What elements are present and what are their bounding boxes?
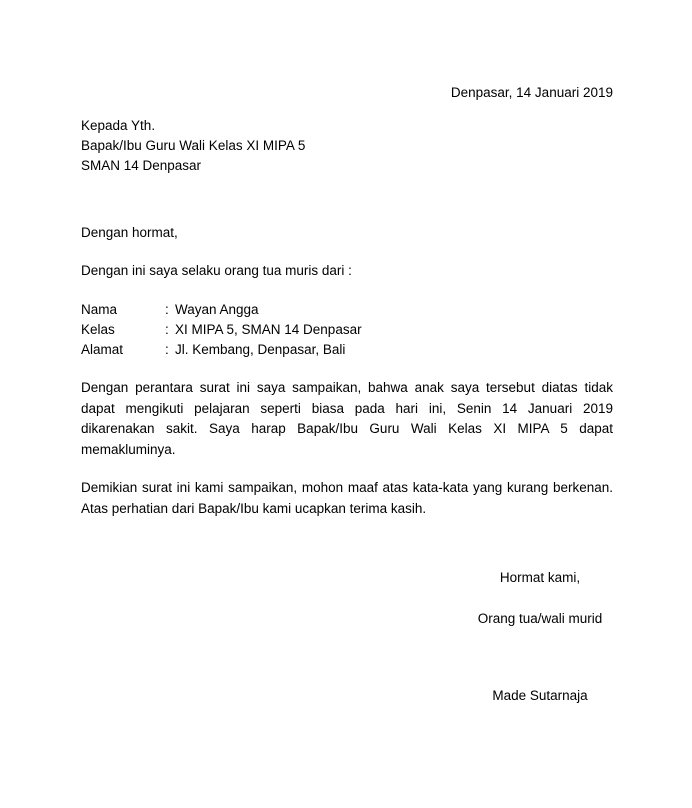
signature-closing: Hormat kami, xyxy=(499,570,581,585)
table-row xyxy=(81,340,362,360)
table-row xyxy=(81,300,362,320)
detail-separator-alamat: : xyxy=(165,342,169,357)
body-paragraph-2: Demikian surat ini kami sampaikan, mohon maaf atas kata-kata yang kurang berkenan. Atas perhatian dari Bapak/Ibu kami ucapkan terima kasih. xyxy=(81,480,613,516)
student-details-table xyxy=(81,300,362,360)
signature-role: Orang tua/wali murid xyxy=(477,611,603,626)
detail-separator-kelas: : xyxy=(165,322,169,337)
detail-value-kelas: XI MIPA 5, SMAN 14 Denpasar xyxy=(175,322,362,337)
recipient-block xyxy=(81,116,613,176)
salutation: Dengan hormat, xyxy=(81,225,178,240)
detail-label-kelas: Kelas xyxy=(81,322,115,337)
letter-date: Denpasar, 14 Januari 2019 xyxy=(450,85,613,100)
signature-block xyxy=(390,568,690,706)
recipient-line-2: Bapak/Ibu Guru Wali Kelas XI MIPA 5 xyxy=(81,138,306,153)
recipient-line-1: Kepada Yth. xyxy=(81,118,156,133)
signature-name: Made Sutarnaja xyxy=(492,688,588,703)
detail-value-nama: Wayan Angga xyxy=(175,302,259,317)
intro-line: Dengan ini saya selaku orang tua muris dari : xyxy=(81,263,352,278)
detail-value-alamat: Jl. Kembang, Denpasar, Bali xyxy=(175,342,346,357)
detail-label-alamat: Alamat xyxy=(81,342,124,357)
detail-separator-nama: : xyxy=(165,302,169,317)
recipient-line-3: SMAN 14 Denpasar xyxy=(81,158,202,173)
letter-content xyxy=(81,0,613,533)
detail-label-nama: Nama xyxy=(81,302,118,317)
body-paragraph-1: Dengan perantara surat ini saya sampaikan, bahwa anak saya tersebut diatas tidak dapat mengikuti pelajaran seperti biasa pada hari ini, Senin 14 Januari 2019 dikarenakan sakit. Saya harap Bapak/Ibu Guru Wali Kelas XI MIPA 5 dapat memakluminya. xyxy=(81,380,613,457)
table-row xyxy=(81,320,362,340)
